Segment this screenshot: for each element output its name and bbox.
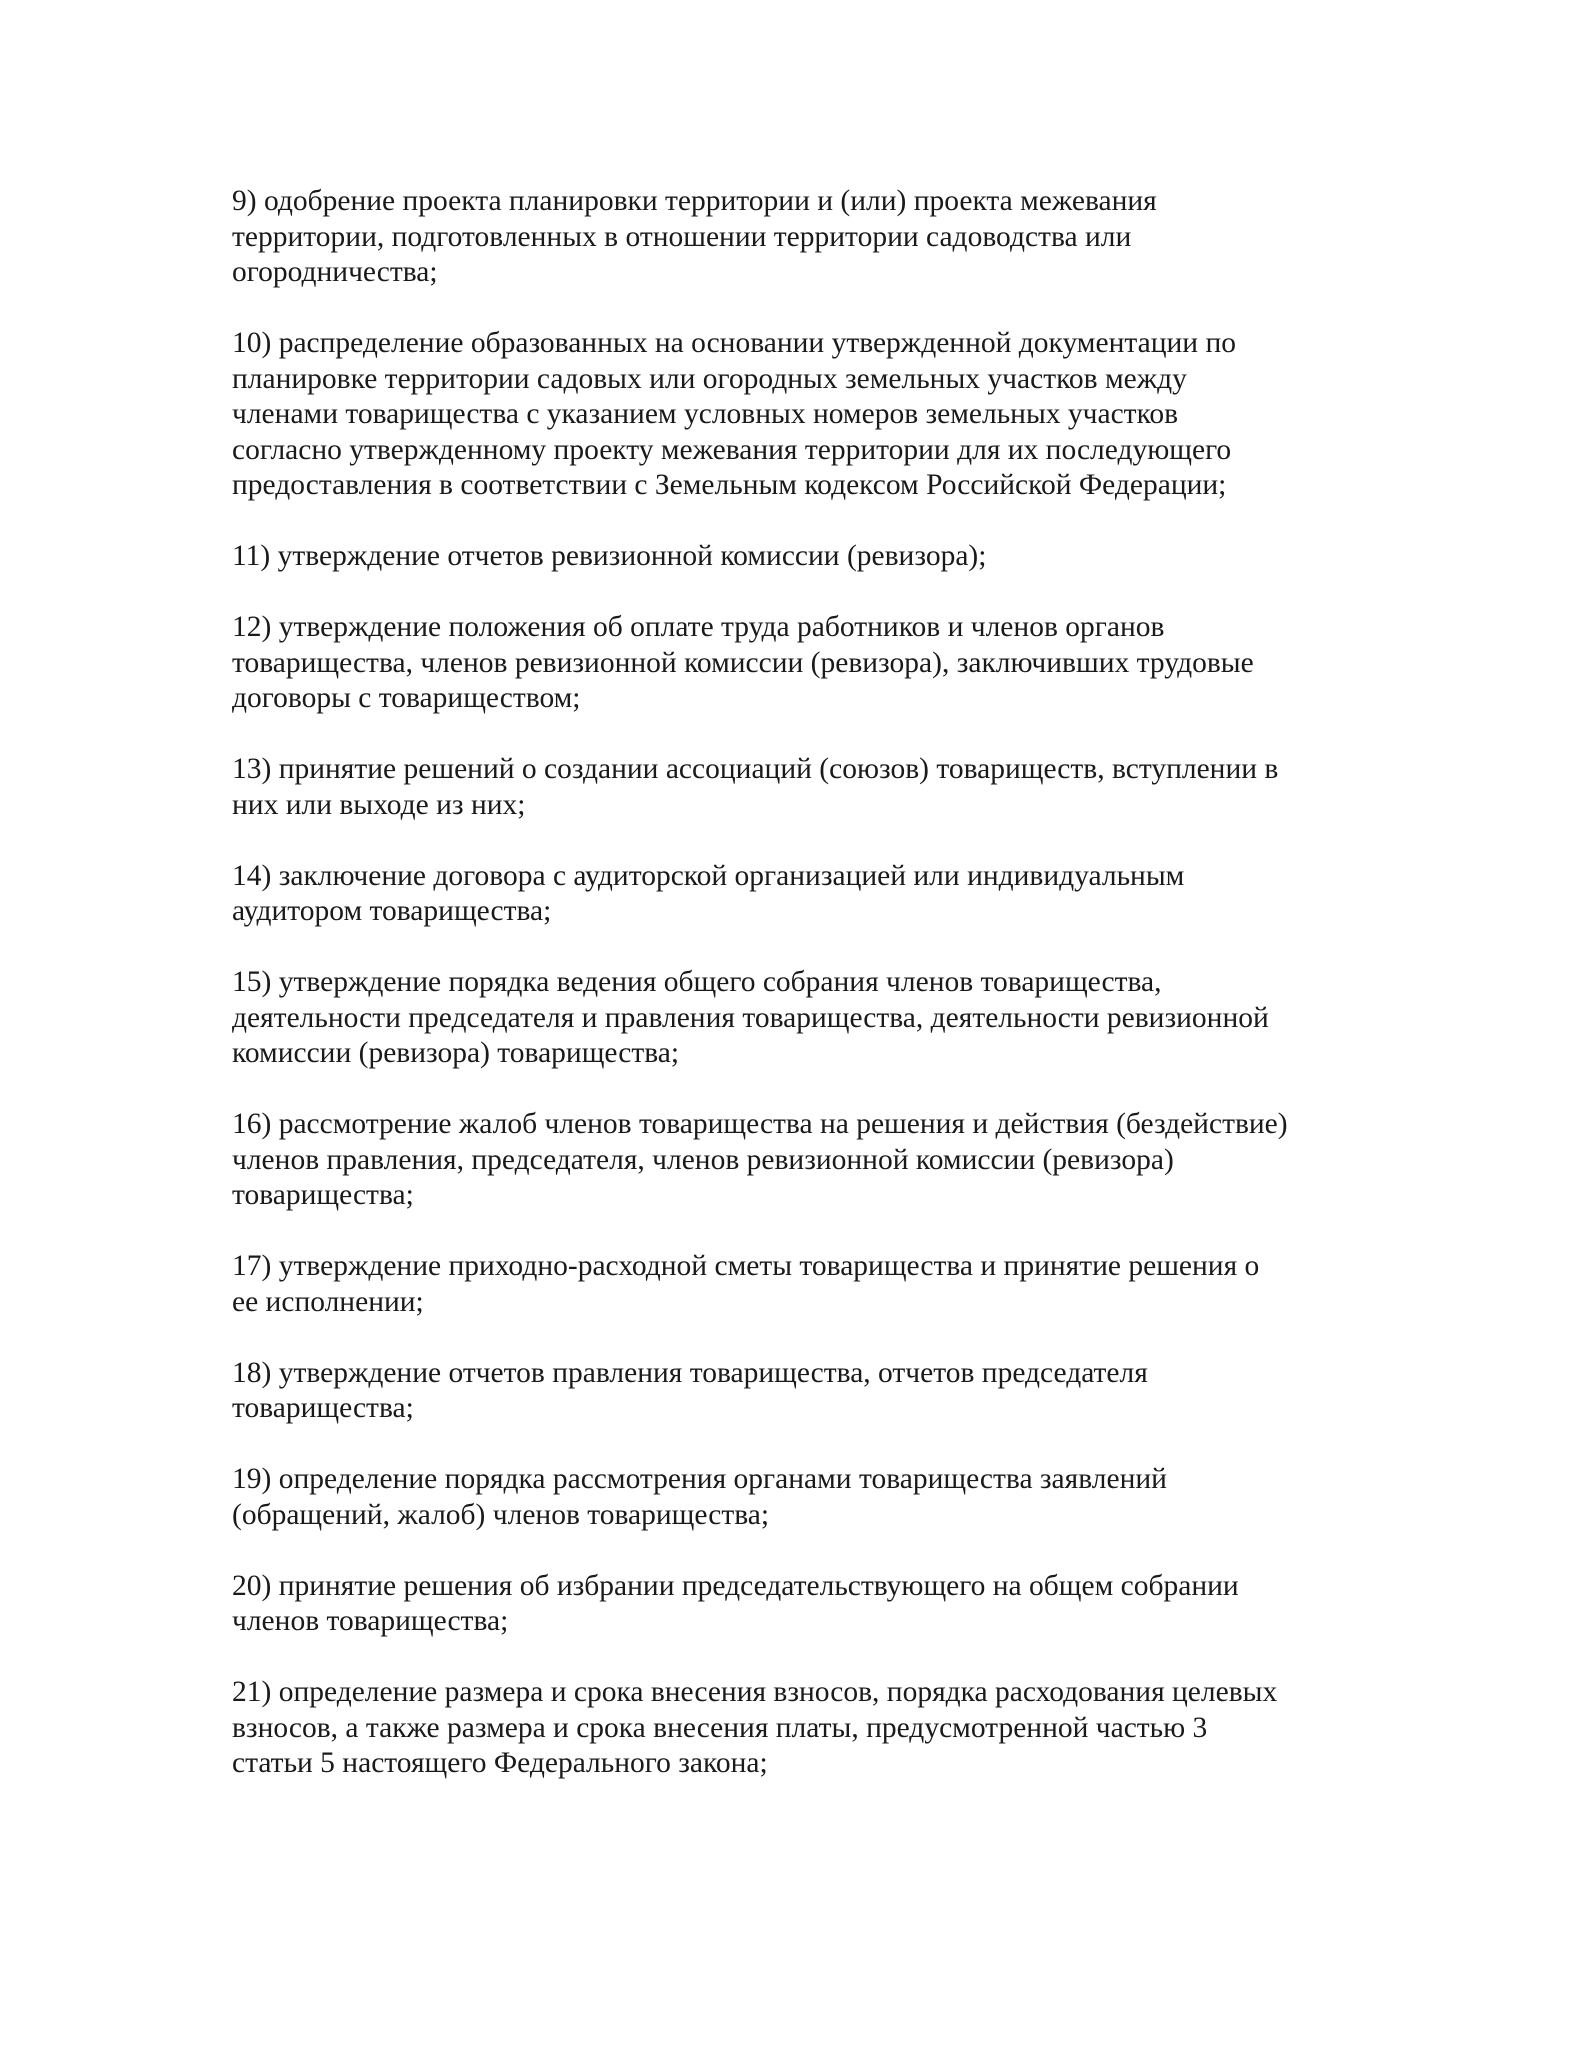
clause-line: членов товарищества; [232, 1605, 509, 1637]
clause-line: 16) рассмотрение жалоб членов товарищества на решения и действия (бездействие) [232, 1108, 1288, 1140]
clause-line: статьи 5 настоящего Федерального закона; [232, 1747, 768, 1779]
clause-line: них или выходе из них; [232, 788, 526, 821]
clause-line: 10) распределение образованных на основании утвержденной документации по [232, 327, 1236, 359]
clause-line: планировке территории садовых или огородных земельных участков между [232, 362, 1187, 395]
clause-paragraph [232, 965, 1372, 1072]
clause-line: согласно утвержденному проекту межевания территории для их последующего [232, 433, 1232, 466]
clause-line: товарищества, членов ревизионной комиссии (ревизора), заключивших трудовые [232, 646, 1254, 679]
clause-line: 18) утверждение отчетов правления товарищества, отчетов председателя [232, 1356, 1148, 1389]
clause-line: членами товарищества с указанием условных номеров земельных участков [232, 398, 1179, 430]
clause-line: (обращений, жалоб) членов товарищества; [232, 1498, 770, 1531]
clause-line: 21) определение размера и срока внесения взносов, порядка расходования целевых [232, 1676, 1278, 1708]
clause-line: 13) принятие решений о создании ассоциаций (союзов) товариществ, вступлении в [232, 753, 1279, 785]
clause-line: 11) утверждение отчетов ревизионной комиссии (ревизора); [232, 540, 987, 572]
clause-paragraph [232, 610, 1372, 717]
clause-line: 20) принятие решения об избрании председательствующего на общем собрании [232, 1569, 1239, 1602]
clause-line: 15) утверждение порядка ведения общего собрания членов товарищества, [232, 966, 1162, 998]
clause-paragraph [232, 752, 1372, 823]
clause-line: взносов, а также размера и срока внесения платы, предусмотренной частью 3 [232, 1711, 1208, 1744]
clause-line: членов правления, председателя, членов ревизионной комиссии (ревизора) [232, 1143, 1174, 1176]
clause-paragraph [232, 539, 1372, 575]
clause-line: 9) одобрение проекта планировки территории и (или) проекта межевания [232, 185, 1157, 217]
clause-line: 12) утверждение положения об оплате труда работников и членов органов [232, 611, 1165, 643]
clause-paragraph [232, 1569, 1372, 1640]
clause-line: огородничества; [232, 256, 438, 288]
clause-line: 17) утверждение приходно-расходной сметы товарищества и принятие решения о [232, 1250, 1260, 1282]
clause-line: товарищества; [232, 1179, 414, 1211]
clause-line: ее исполнении; [232, 1285, 424, 1318]
clause-line: аудитором товарищества; [232, 895, 552, 927]
clause-line: 19) определение порядка рассмотрения органами товарищества заявлений [232, 1463, 1167, 1495]
clause-line: товарищества; [232, 1392, 414, 1424]
clause-paragraph [232, 1356, 1372, 1427]
clause-line: территории, подготовленных в отношении территории садоводства или [232, 220, 1132, 253]
clause-paragraph [232, 326, 1372, 504]
clause-paragraph [232, 859, 1372, 930]
clause-paragraph [232, 1249, 1372, 1320]
clause-line: договоры с товариществом; [232, 682, 581, 714]
clause-paragraph [232, 1675, 1372, 1782]
clause-paragraph [232, 184, 1372, 291]
clause-line: 14) заключение договора с аудиторской организацией или индивидуальным [232, 859, 1185, 892]
clause-line: комиссии (ревизора) товарищества; [232, 1037, 680, 1069]
clause-paragraph [232, 1462, 1372, 1533]
document-body [232, 184, 1372, 1817]
clause-paragraph [232, 1107, 1372, 1214]
clause-line: деятельности председателя и правления товарищества, деятельности ревизионной [232, 1001, 1269, 1034]
clause-line: предоставления в соответствии с Земельным кодексом Российской Федерации; [232, 469, 1227, 501]
